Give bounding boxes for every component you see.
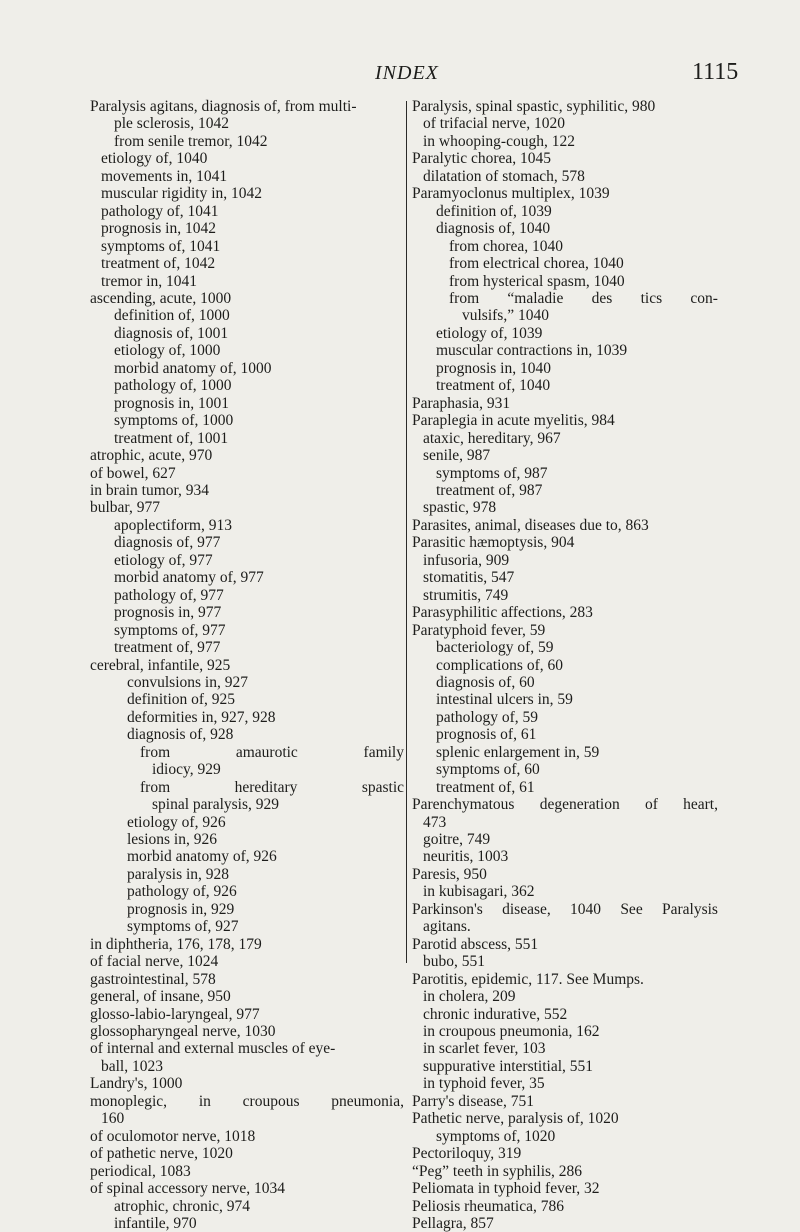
index-entry: idiocy, 929 (152, 761, 221, 779)
index-entry: Parasites, animal, diseases due to, 863 (412, 516, 649, 534)
index-entry: stomatitis, 547 (423, 569, 515, 587)
index-entry: Paralytic chorea, 1045 (412, 150, 552, 168)
index-entry: symptoms of, 1020 (436, 1127, 556, 1145)
index-entry: infusoria, 909 (423, 551, 510, 569)
index-entry: pathology of, 1000 (114, 377, 232, 395)
index-entry: in brain tumor, 934 (90, 481, 210, 499)
index-entry: Paraphasia, 931 (412, 394, 511, 412)
index-entry: agitans. (423, 918, 471, 936)
index-entry: glossopharyngeal nerve, 1030 (90, 1023, 276, 1041)
index-entry: infantile, 970 (114, 1215, 197, 1232)
index-entry: treatment of, 1001 (114, 429, 229, 447)
index-entry: Peliosis rheumatica, 786 (412, 1197, 564, 1215)
index-entry: deformities in, 927, 928 (127, 708, 276, 726)
index-entry: strumitis, 749 (423, 586, 509, 604)
index-entry: muscular contractions in, 1039 (436, 342, 628, 360)
index-entry: atrophic, chronic, 974 (114, 1197, 251, 1215)
index-entry: lesions in, 926 (127, 831, 217, 849)
index-entry: ball, 1023 (101, 1057, 163, 1075)
index-entry: bacteriology of, 59 (436, 639, 554, 657)
index-entry: prognosis in, 1001 (114, 394, 229, 412)
index-entry: of trifacial nerve, 1020 (423, 115, 566, 133)
index-entry: diagnosis of, 1040 (436, 220, 551, 238)
index-entry: diagnosis of, 60 (436, 673, 535, 691)
index-entry: ascending, acute, 1000 (90, 289, 232, 307)
index-entry: of spinal accessory nerve, 1034 (90, 1180, 285, 1198)
index-entry: Paresis, 950 (412, 865, 487, 883)
index-entry: monoplegic, in croupous pneumonia, (90, 1092, 404, 1110)
page-number: 1115 (692, 59, 739, 85)
index-entry: Parasitic hæmoptysis, 904 (412, 534, 575, 552)
index-column-right (412, 98, 718, 1232)
index-entry: diagnosis of, 977 (114, 534, 221, 552)
running-title: INDEX (375, 62, 439, 84)
index-entry: in typhoid fever, 35 (423, 1075, 545, 1093)
index-entry: in scarlet fever, 103 (423, 1040, 546, 1058)
page-header (0, 59, 800, 92)
index-entry: morbid anatomy of, 926 (127, 848, 277, 866)
index-entry: etiology of, 926 (127, 813, 226, 831)
index-entry: treatment of, 1042 (101, 255, 216, 273)
index-entry: from hereditary spastic (140, 778, 404, 796)
index-entry: bulbar, 977 (90, 499, 160, 517)
index-entry: movements in, 1041 (101, 167, 228, 185)
index-entry: Parotid abscess, 551 (412, 935, 539, 953)
index-entry: paralysis in, 928 (127, 865, 230, 883)
index-entry: in whooping-cough, 122 (423, 132, 575, 150)
index-entry: splenic enlargement in, 59 (436, 743, 600, 761)
index-entry: in cholera, 209 (423, 988, 516, 1006)
index-entry: definition of, 925 (127, 691, 236, 709)
index-entry: prognosis in, 929 (127, 900, 235, 918)
index-entry: from chorea, 1040 (449, 237, 564, 255)
index-entry: diagnosis of, 1001 (114, 324, 229, 342)
index-entry: Pectoriloquy, 319 (412, 1145, 522, 1163)
index-entry: symptoms of, 977 (114, 621, 226, 639)
index-entry: prognosis of, 61 (436, 726, 537, 744)
index-entry: etiology of, 1039 (436, 324, 543, 342)
index-entry: “Peg” teeth in syphilis, 286 (412, 1162, 583, 1180)
index-entry: from electrical chorea, 1040 (449, 255, 624, 273)
index-entry: spinal paralysis, 929 (152, 796, 279, 814)
index-entry: prognosis in, 1040 (436, 359, 551, 377)
index-entry: from amaurotic family (140, 743, 404, 761)
index-entry: complications of, 60 (436, 656, 563, 674)
index-entry: 160 (101, 1110, 125, 1128)
index-entry: Peliomata in typhoid fever, 32 (412, 1180, 600, 1198)
index-entry: Parenchymatous degeneration of heart, (412, 796, 718, 814)
index-entry: of oculomotor nerve, 1018 (90, 1127, 256, 1145)
index-column-left (90, 98, 404, 1232)
index-entry: Pathetic nerve, paralysis of, 1020 (412, 1110, 619, 1128)
index-entry: prognosis in, 977 (114, 604, 222, 622)
index-entry: Parotitis, epidemic, 117. See Mumps. (412, 970, 644, 988)
index-entry: symptoms of, 987 (436, 464, 548, 482)
index-entry: spastic, 978 (423, 499, 497, 517)
index-entry: suppurative interstitial, 551 (423, 1057, 594, 1075)
index-entry: Paralysis, spinal spastic, syphilitic, 980 (412, 98, 656, 115)
index-entry: Pellagra, 857 (412, 1215, 494, 1232)
index-entry: of facial nerve, 1024 (90, 953, 219, 971)
index-entry: pathology of, 977 (114, 586, 224, 604)
index-entry: of bowel, 627 (90, 464, 176, 482)
index-entry: senile, 987 (423, 447, 491, 465)
index-entry: Parry's disease, 751 (412, 1092, 535, 1110)
index-entry: diagnosis of, 928 (127, 726, 234, 744)
index-entry: from “maladie des tics con- (449, 289, 718, 307)
index-entry: glosso-labio-laryngeal, 977 (90, 1005, 260, 1023)
index-entry: dilatation of stomach, 578 (423, 167, 585, 185)
index-entry: chronic indurative, 552 (423, 1005, 568, 1023)
index-entry: Paramyoclonus multiplex, 1039 (412, 185, 610, 203)
column-divider (406, 101, 407, 963)
index-entry: Parasyphilitic affections, 283 (412, 604, 593, 622)
index-entry: symptoms of, 927 (127, 918, 239, 936)
index-entry: pathology of, 1041 (101, 202, 219, 220)
index-entry: symptoms of, 1000 (114, 412, 234, 430)
index-entry: cerebral, infantile, 925 (90, 656, 231, 674)
index-entry: Parkinson's disease, 1040 See Paralysis (412, 900, 718, 918)
index-entry: Paralysis agitans, diagnosis of, from multi- (90, 98, 357, 115)
index-entry: treatment of, 977 (114, 639, 221, 657)
index-entry: treatment of, 987 (436, 481, 543, 499)
index-entry: in kubisagari, 362 (423, 883, 535, 901)
index-entry: symptoms of, 1041 (101, 237, 221, 255)
index-entry: apoplectiform, 913 (114, 516, 232, 534)
index-entry: tremor in, 1041 (101, 272, 197, 290)
index-entry: treatment of, 61 (436, 778, 535, 796)
index-entry: periodical, 1083 (90, 1162, 191, 1180)
index-entry: atrophic, acute, 970 (90, 447, 213, 465)
index-entry: Landry's, 1000 (90, 1075, 183, 1093)
index-entry: Paratyphoid fever, 59 (412, 621, 546, 639)
index-entry: etiology of, 1040 (101, 150, 208, 168)
index-entry: prognosis in, 1042 (101, 220, 216, 238)
index-entry: bubo, 551 (423, 953, 485, 971)
index-entry: Paraplegia in acute myelitis, 984 (412, 412, 615, 430)
index-entry: symptoms of, 60 (436, 761, 540, 779)
index-entry: from senile tremor, 1042 (114, 132, 268, 150)
index-entry: ple sclerosis, 1042 (114, 115, 229, 133)
index-entry: goitre, 749 (423, 831, 491, 849)
index-entry: intestinal ulcers in, 59 (436, 691, 573, 709)
index-entry: muscular rigidity in, 1042 (101, 185, 263, 203)
index-entry: of internal and external muscles of eye- (90, 1040, 336, 1058)
index-entry: definition of, 1000 (114, 307, 230, 325)
index-entry: morbid anatomy of, 1000 (114, 359, 272, 377)
index-entry: treatment of, 1040 (436, 377, 551, 395)
index-entry: from hysterical spasm, 1040 (449, 272, 625, 290)
index-entry: general, of insane, 950 (90, 988, 231, 1006)
index-entry: 473 (423, 813, 447, 831)
index-entry: vulsifs,” 1040 (462, 307, 549, 325)
index-entry: definition of, 1039 (436, 202, 552, 220)
index-entry: convulsions in, 927 (127, 673, 248, 691)
index-entry: etiology of, 1000 (114, 342, 221, 360)
index-entry: pathology of, 59 (436, 708, 539, 726)
index-entry: ataxic, hereditary, 967 (423, 429, 561, 447)
index-entry: gastrointestinal, 578 (90, 970, 216, 988)
index-entry: morbid anatomy of, 977 (114, 569, 264, 587)
index-entry: neuritis, 1003 (423, 848, 509, 866)
index-entry: of pathetic nerve, 1020 (90, 1145, 233, 1163)
index-entry: pathology of, 926 (127, 883, 237, 901)
index-entry: in croupous pneumonia, 162 (423, 1023, 600, 1041)
index-entry: in diphtheria, 176, 178, 179 (90, 935, 262, 953)
index-entry: etiology of, 977 (114, 551, 213, 569)
